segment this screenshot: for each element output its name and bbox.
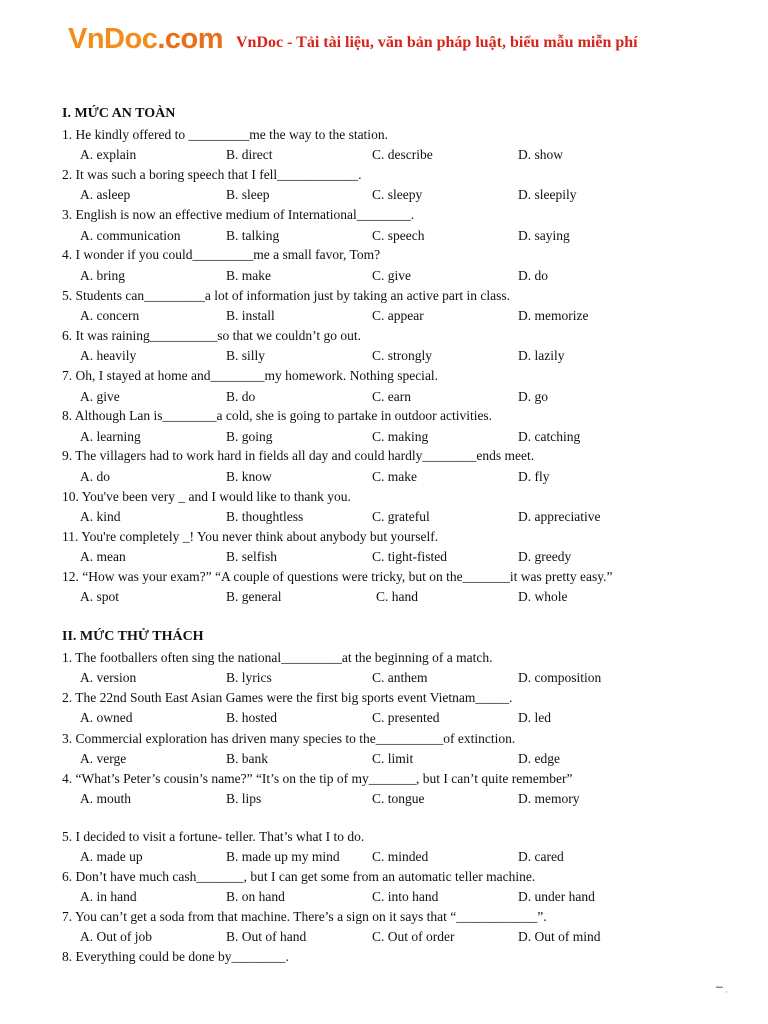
page-corner-mark: ▔ · bbox=[715, 987, 728, 997]
question-options bbox=[80, 508, 700, 526]
option-d: D. saying bbox=[518, 228, 570, 243]
section-title-challenge: II. MỨC THỬ THÁCH bbox=[62, 629, 204, 644]
question-text: 4. I wonder if you could_________me a small favor, Tom? bbox=[62, 247, 381, 262]
option-b: B. know bbox=[226, 469, 272, 484]
option-c: C. appear bbox=[372, 308, 424, 323]
question-text: 3. Commercial exploration has driven many species to the__________of extinction. bbox=[62, 731, 516, 746]
option-a: A. version bbox=[80, 670, 137, 685]
option-c: C. Out of order bbox=[372, 929, 455, 944]
question-text: 9. The villagers had to work hard in fields all day and could hardly________ends meet. bbox=[62, 448, 535, 463]
option-c: C. describe bbox=[372, 147, 433, 162]
option-a: A. kind bbox=[80, 509, 121, 524]
option-a: A. verge bbox=[80, 751, 127, 766]
question-text: 12. “How was your exam?” “A couple of questions were tricky, but on the_______it was pretty easy.” bbox=[62, 569, 613, 584]
option-c: C. sleepy bbox=[372, 187, 423, 202]
option-b: B. direct bbox=[226, 147, 273, 162]
question-options bbox=[80, 468, 700, 486]
option-b: B. on hand bbox=[226, 889, 285, 904]
option-b: B. selfish bbox=[226, 549, 278, 564]
option-d: D. appreciative bbox=[518, 509, 601, 524]
option-d: D. led bbox=[518, 710, 551, 725]
option-d: D. under hand bbox=[518, 889, 595, 904]
option-c: C. tongue bbox=[372, 791, 425, 806]
option-b: B. hosted bbox=[226, 710, 278, 725]
logo-main: VnDoc bbox=[68, 23, 158, 55]
question-options bbox=[80, 267, 700, 285]
option-a: A. mouth bbox=[80, 791, 132, 806]
option-d: D. composition bbox=[518, 670, 602, 685]
option-a: A. communication bbox=[80, 228, 181, 243]
option-d: D. do bbox=[518, 268, 548, 283]
option-b: B. silly bbox=[226, 348, 266, 363]
question-text: 1. He kindly offered to _________me the way to the station. bbox=[62, 127, 388, 142]
option-c: C. speech bbox=[372, 228, 425, 243]
question-options bbox=[80, 669, 700, 687]
option-d: D. lazily bbox=[518, 348, 565, 363]
option-b: B. Out of hand bbox=[226, 929, 307, 944]
option-c: C. give bbox=[372, 268, 411, 283]
question-text: 6. It was raining__________so that we couldn’t go out. bbox=[62, 328, 361, 343]
option-c: C. anthem bbox=[372, 670, 428, 685]
question-text: 5. Students can_________a lot of information just by taking an active part in class. bbox=[62, 288, 511, 303]
question-options bbox=[80, 146, 700, 164]
question-options bbox=[80, 928, 700, 946]
option-c: C. tight-fisted bbox=[372, 549, 447, 564]
question-text: 1. The footballers often sing the national_________at the beginning of a match. bbox=[62, 650, 493, 665]
question-options bbox=[80, 888, 700, 906]
section-title-safe: I. MỨC AN TOÀN bbox=[62, 106, 176, 121]
option-c: C. grateful bbox=[372, 509, 430, 524]
option-d: D. show bbox=[518, 147, 564, 162]
question-options bbox=[80, 227, 700, 245]
option-d: D. edge bbox=[518, 751, 560, 766]
option-a: A. do bbox=[80, 469, 110, 484]
question-text: 11. You're completely _! You never think about anybody but yourself. bbox=[62, 529, 439, 544]
option-d: D. sleepily bbox=[518, 187, 577, 202]
question-options bbox=[80, 848, 700, 866]
question-text: 7. Oh, I stayed at home and________my homework. Nothing special. bbox=[62, 368, 439, 383]
option-a: A. Out of job bbox=[80, 929, 152, 944]
vndoc-logo[interactable] bbox=[68, 22, 223, 56]
option-d: D. memory bbox=[518, 791, 580, 806]
option-c: C. minded bbox=[372, 849, 429, 864]
option-a: A. spot bbox=[80, 589, 120, 604]
question-text: 4. “What’s Peter’s cousin’s name?” “It’s on the tip of my_______, but I can’t quite remember” bbox=[62, 771, 573, 786]
option-b: B. thoughtless bbox=[226, 509, 304, 524]
question-text: 8. Everything could be done by________. bbox=[62, 949, 289, 964]
option-b: B. going bbox=[226, 429, 273, 444]
question-text: 8. Although Lan is________a cold, she is going to partake in outdoor activities. bbox=[62, 408, 493, 423]
option-a: A. heavily bbox=[80, 348, 137, 363]
option-b: B. sleep bbox=[226, 187, 270, 202]
option-a: A. bring bbox=[80, 268, 125, 283]
option-a: A. learning bbox=[80, 429, 141, 444]
question-text: 2. It was such a boring speech that I fell____________. bbox=[62, 167, 362, 182]
option-a: A. give bbox=[80, 389, 120, 404]
question-options bbox=[80, 548, 700, 566]
option-b: B. lips bbox=[226, 791, 262, 806]
option-c: C. making bbox=[372, 429, 429, 444]
question-options bbox=[80, 388, 700, 406]
option-b: B. general bbox=[226, 589, 282, 604]
option-c: C. presented bbox=[372, 710, 440, 725]
option-a: A. made up bbox=[80, 849, 143, 864]
question-text: 10. You've been very _ and I would like to thank you. bbox=[62, 489, 351, 504]
option-b: B. install bbox=[226, 308, 275, 323]
option-a: A. asleep bbox=[80, 187, 131, 202]
question-options bbox=[80, 347, 700, 365]
option-b: B. bank bbox=[226, 751, 268, 766]
header-tagline[interactable]: VnDoc - Tải tài liệu, văn bản pháp luật, biểu mẫu miễn phí bbox=[236, 34, 638, 51]
question-text: 7. You can’t get a soda from that machine. There’s a sign on it says that “____________”. bbox=[62, 909, 547, 924]
question-options bbox=[80, 307, 700, 325]
logo-suffix: .com bbox=[157, 23, 224, 55]
option-c: C. into hand bbox=[372, 889, 439, 904]
option-d: D. catching bbox=[518, 429, 581, 444]
option-c: C. strongly bbox=[372, 348, 433, 363]
option-a: A. owned bbox=[80, 710, 133, 725]
option-b: B. lyrics bbox=[226, 670, 272, 685]
option-d: D. memorize bbox=[518, 308, 589, 323]
question-options bbox=[80, 588, 700, 606]
option-d: D. go bbox=[518, 389, 548, 404]
option-d: D. greedy bbox=[518, 549, 572, 564]
option-d: D. fly bbox=[518, 469, 550, 484]
option-b: B. talking bbox=[226, 228, 280, 243]
option-d: D. cared bbox=[518, 849, 564, 864]
option-a: A. mean bbox=[80, 549, 126, 564]
option-b: B. made up my mind bbox=[226, 849, 340, 864]
question-text: 3. English is now an effective medium of International________. bbox=[62, 207, 415, 222]
question-options bbox=[80, 750, 700, 768]
option-c: C. hand bbox=[376, 589, 418, 604]
option-b: B. do bbox=[226, 389, 256, 404]
option-a: A. concern bbox=[80, 308, 140, 323]
option-c: C. earn bbox=[372, 389, 411, 404]
option-b: B. make bbox=[226, 268, 271, 283]
question-text: 5. I decided to visit a fortune- teller. That’s what I to do. bbox=[62, 829, 365, 844]
option-d: D. Out of mind bbox=[518, 929, 601, 944]
question-options bbox=[80, 186, 700, 204]
question-options bbox=[80, 709, 700, 727]
question-options bbox=[80, 428, 700, 446]
question-options bbox=[80, 790, 700, 808]
question-text: 6. Don’t have much cash_______, but I can get some from an automatic teller machine. bbox=[62, 869, 536, 884]
option-d: D. whole bbox=[518, 589, 568, 604]
question-text: 2. The 22nd South East Asian Games were the first big sports event Vietnam_____. bbox=[62, 690, 513, 705]
option-a: A. in hand bbox=[80, 889, 137, 904]
option-c: C. limit bbox=[372, 751, 414, 766]
option-c: C. make bbox=[372, 469, 417, 484]
option-a: A. explain bbox=[80, 147, 137, 162]
